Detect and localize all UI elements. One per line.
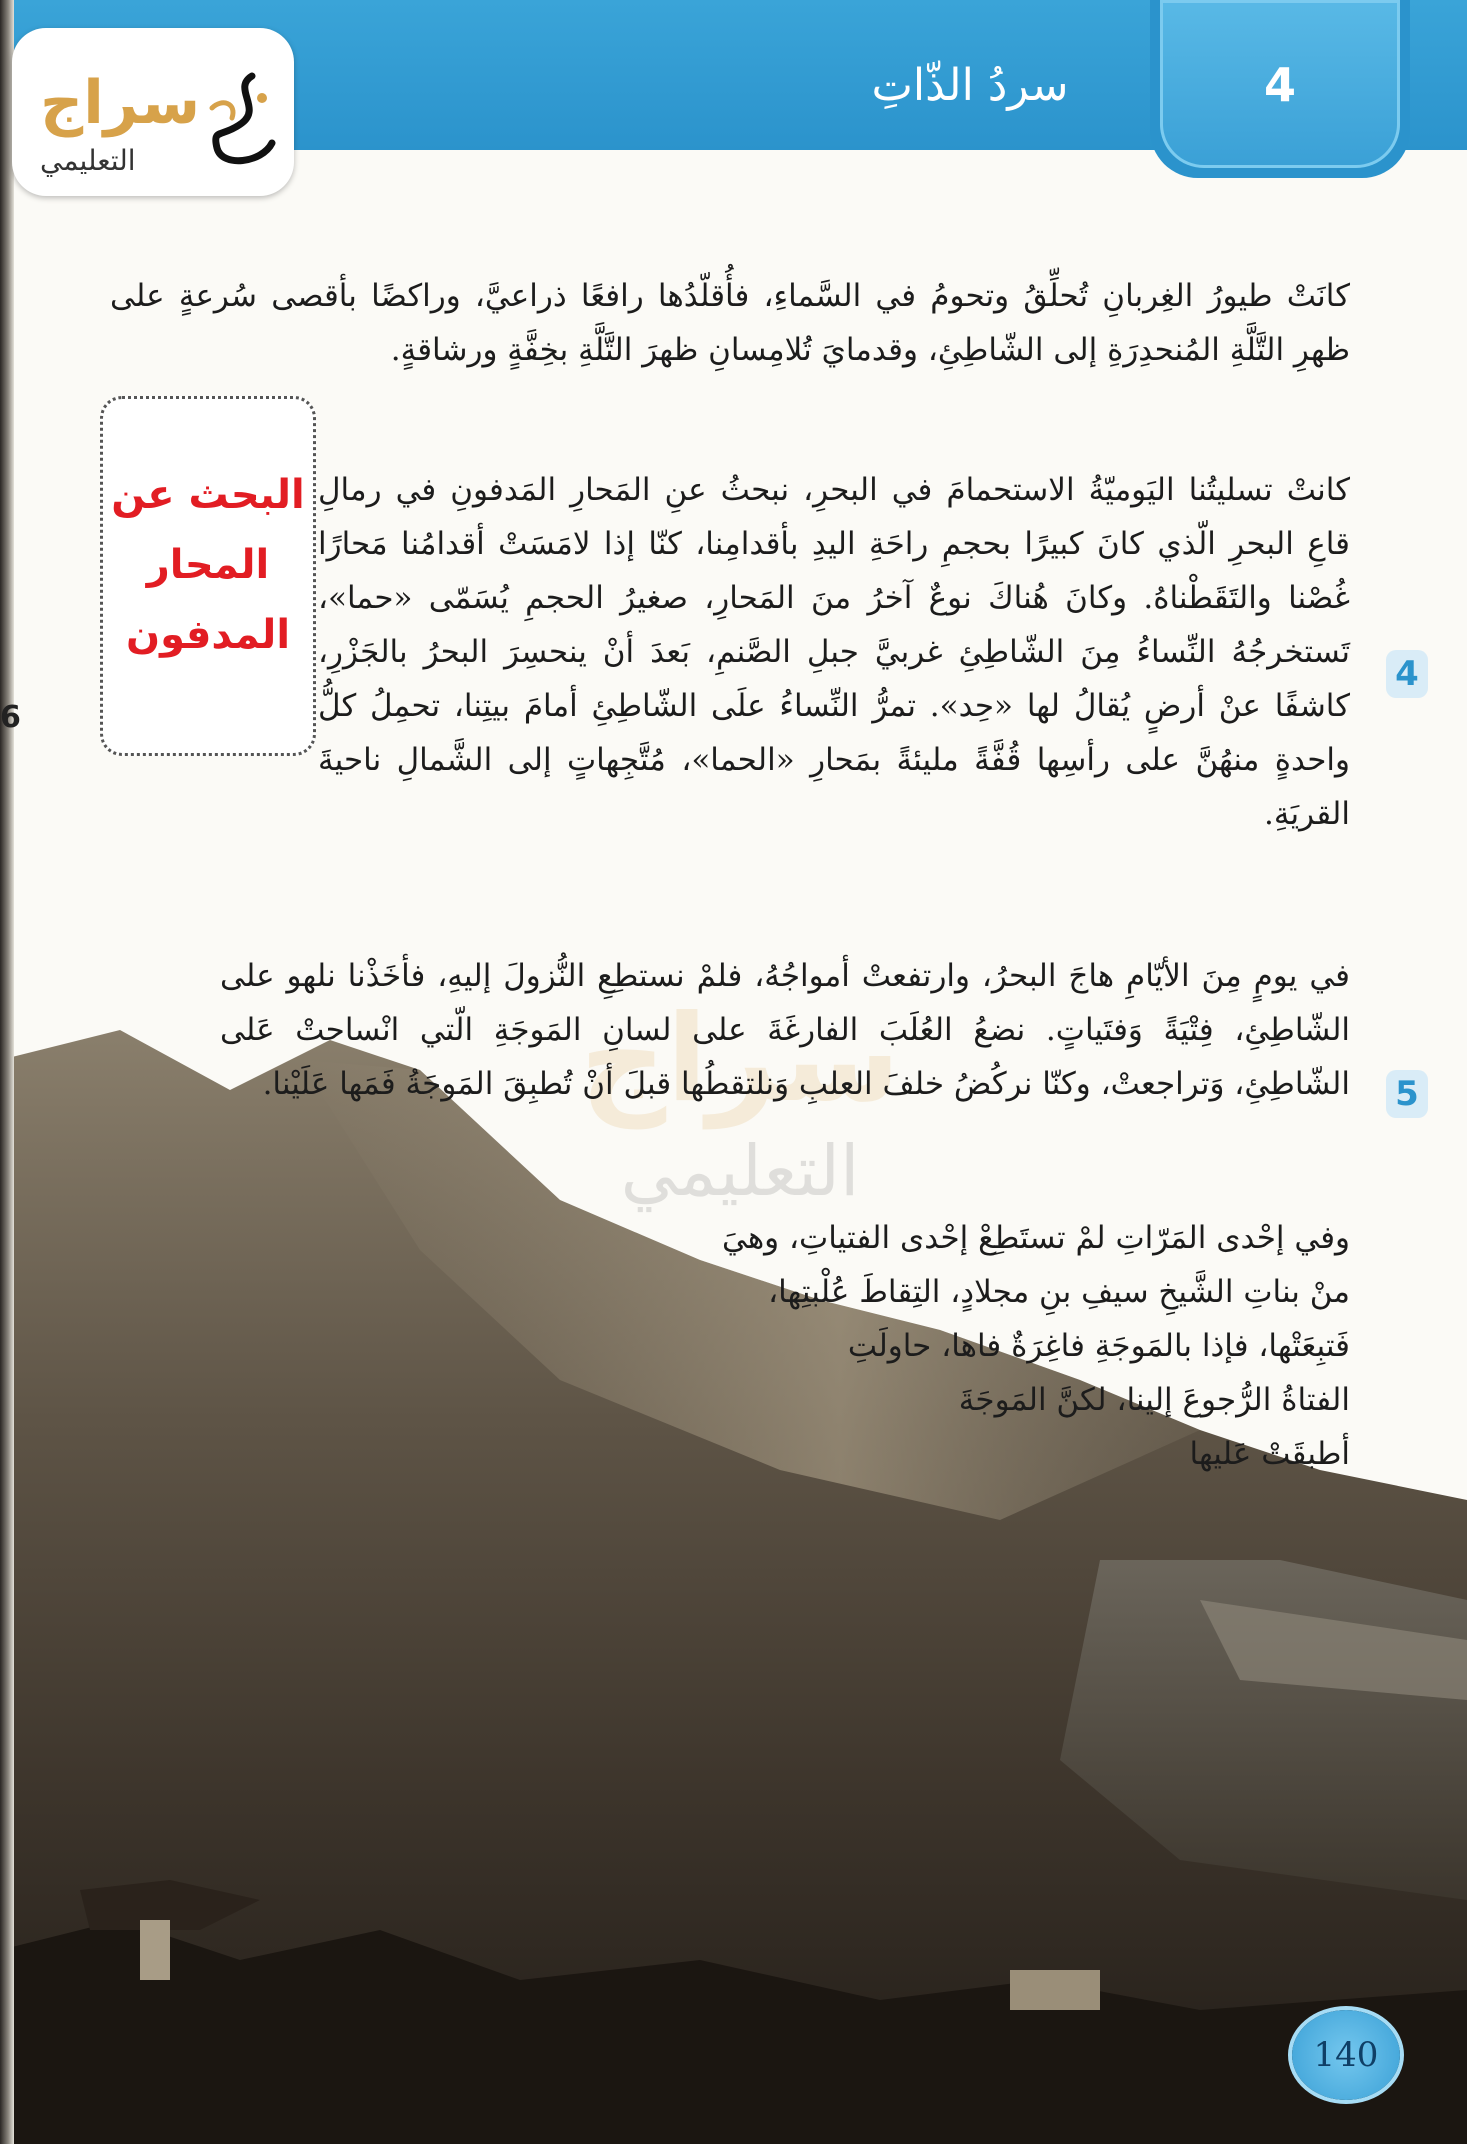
logo-main-text: سراج [40, 68, 201, 138]
mountain-photo [0, 1000, 1467, 2144]
paragraph-4 [700, 1211, 1350, 1481]
calligraphy-logo-icon [192, 68, 284, 178]
page-number: 140 [1292, 2010, 1400, 2100]
side-note-title [100, 460, 316, 670]
paragraph-3: في يومٍ مِنَ الأيّامِ هاجَ البحرُ، وارتفعتْ أمواجُهُ، فلمْ نستطِعِ النُّزولَ إليهِ، فأخَذْنا نلهو على الشّاطِئِ، فِتْيَةً وَفتَياتٍ. نضعُ العُلَبَ الفارغَةَ على لسانِ المَوجَةِ الّتي انْساحتْ عَلى الشّاطِئِ، وَتراجعتْ، وكنّا نركُضُ خلفَ العلبِ وَنلتقطُها قبلَ أنْ تُطبِقَ المَوجَةُ فَمَها عَلَيْنا. [220, 958, 1350, 1102]
paragraph-marker-4: 4 [1386, 650, 1428, 698]
chapter-title: سردُ الذّاتِ [871, 60, 1069, 111]
paragraph-2: كانتْ تسليتُنا اليَوميّةُ الاستحمامَ في البحرِ، نبحثُ عنِ المَحارِ المَدفونِ في رمالِ قاعِ البحرِ الّذي كانَ كبيرًا بحجمِ راحَةِ اليدِ بأقدامِنا، كنّا إذا لامَسَتْ أقدامُنا مَحارًا غُصْنا والتَقَطْناهُ. وكانَ هُناكَ نوعٌ آخرُ منَ المَحارِ، صغيرُ الحجمِ يُسَمّى «حما»، تَستخرجُهُ النِّساءُ مِنَ الشّاطِئِ غربيَّ جبلِ الصَّنمِ، بَعدَ أنْ ينحسِرَ البحرُ بالجَزْرِ، كاشفًا عنْ أرضٍ يُقالُ لها «حِد». تمرُّ النِّساءُ علَى الشّاطِئِ أمامَ بيتِنا، تحمِلُ كلُّ واحدةٍ منهُنَّ على رأسِها قُفَّةً مليئةً بمَحارِ «الحما»، مُتَّجِهاتٍ إلى الشَّمالِ ناحيةَ القريَةِ. [318, 472, 1350, 832]
watermark-sub-text: التعليمي [620, 1130, 860, 1212]
paragraph-4-line: وفي إحْدى المَرّاتِ لمْ تستَطِعْ إحْدى الفتياتِ، وهيَ [722, 1220, 1350, 1256]
side-note-line-1: البحث عن [111, 472, 305, 518]
paragraph-1: كانَتْ طيورُ الغِربانِ تُحلِّقُ وتحومُ في السَّماءِ، فأُقلّدُها رافعًا ذراعيَّ، وراكضًا بأقصى سُرعةٍ على ظهرِ التَّلَّةِ المُنحدِرَةِ إلى الشّاطِئِ، وقدمايَ تُلامِسانِ ظهرَ التَّلَّةِ بخِفَّةٍ ورشاقةٍ. [110, 278, 1350, 368]
publisher-logo-badge [12, 28, 294, 196]
watermark-main-text: سراج [579, 990, 901, 1129]
side-note-line-3: المدفون [125, 612, 291, 658]
page-binding-edge [0, 0, 21, 2144]
paragraph-4-line: فَتبِعَتْها، فإذا بالمَوجَةِ فاغِرَةٌ فاها، حاولَتِ [847, 1328, 1350, 1364]
paragraph-marker-5: 5 [1386, 1070, 1428, 1118]
paragraph-4-line: منْ بناتِ الشَّيخِ سيفِ بنِ مجلادٍ، التِقاطَ عُلْبتِها، [768, 1274, 1350, 1310]
paragraph-4-line: أطبقَتْ عَليها [1189, 1436, 1350, 1472]
paragraph-4-line: الفتاةُ الرُّجوعَ إلينا، لكنَّ المَوجَةَ [958, 1382, 1350, 1418]
previous-page-edge-number: 6 [0, 700, 21, 735]
side-note-line-2: المحار [146, 542, 270, 588]
chapter-number: 4 [1263, 58, 1296, 112]
logo-sub-text: التعليمي [40, 144, 136, 177]
